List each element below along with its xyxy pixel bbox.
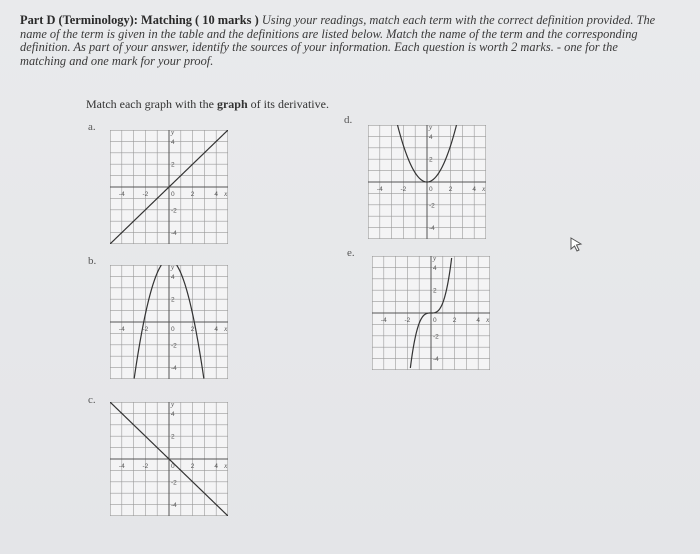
y-tick-label: 2: [429, 156, 433, 164]
x-axis-label: x: [482, 185, 486, 193]
graph-d: [368, 125, 486, 239]
part-heading: Part D (Terminology): Matching ( 10 marks ): [20, 13, 259, 27]
y-tick-label: 2: [433, 287, 437, 295]
origin-label: 0: [433, 317, 437, 324]
y-tick-label: 4: [171, 273, 175, 281]
y-axis-label: y: [171, 402, 175, 409]
x-tick-label: 2: [190, 191, 195, 198]
graph-label-b: b.: [88, 255, 97, 267]
y-tick-label: -2: [433, 333, 439, 341]
graph-b: [110, 265, 228, 379]
match-instruction: Match each graph with the graph of its derivative.: [86, 97, 329, 111]
y-tick-label: -2: [171, 479, 177, 487]
x-axis-label: x: [224, 190, 228, 198]
x-tick-label: 2: [190, 326, 195, 333]
y-tick-label: -4: [433, 356, 439, 364]
mouse-pointer-icon: [568, 236, 584, 257]
graph-label-a: a.: [88, 121, 96, 133]
x-tick-label: 4: [214, 463, 219, 470]
graph-label-d: d.: [344, 114, 353, 126]
x-tick-label: -2: [404, 317, 411, 324]
origin-label: 0: [171, 191, 175, 198]
graph-a: [110, 130, 228, 244]
y-tick-label: 2: [171, 433, 175, 441]
x-tick-label: -4: [118, 191, 125, 198]
y-axis-label: y: [433, 256, 437, 263]
x-tick-label: 4: [214, 326, 219, 333]
x-axis-label: x: [224, 325, 228, 333]
y-tick-label: -2: [171, 342, 177, 350]
origin-label: 0: [171, 463, 175, 470]
origin-label: 0: [171, 326, 175, 333]
graph-c: [110, 402, 228, 516]
x-tick-label: -4: [376, 186, 383, 193]
y-tick-label: -2: [429, 202, 435, 210]
y-tick-label: 4: [433, 264, 437, 272]
x-tick-label: 4: [472, 186, 477, 193]
y-tick-label: 4: [171, 138, 175, 146]
y-tick-label: 2: [171, 161, 175, 169]
x-tick-label: -2: [142, 326, 149, 333]
y-tick-label: -4: [171, 502, 177, 510]
graph-label-c: c.: [88, 394, 96, 406]
graph-e: [372, 256, 490, 370]
x-axis-label: x: [224, 462, 228, 470]
y-axis-label: y: [171, 130, 175, 137]
x-tick-label: -2: [142, 191, 149, 198]
x-tick-label: 2: [448, 186, 453, 193]
y-tick-label: -4: [429, 225, 435, 233]
x-tick-label: 4: [214, 191, 219, 198]
y-tick-label: -4: [171, 365, 177, 373]
x-axis-label: x: [486, 316, 490, 324]
x-tick-label: 4: [476, 317, 481, 324]
instructions-paragraph: [20, 14, 660, 68]
y-axis-label: y: [429, 125, 433, 132]
y-tick-label: 4: [171, 410, 175, 418]
x-tick-label: -2: [142, 463, 149, 470]
x-tick-label: -2: [400, 186, 407, 193]
y-tick-label: 2: [171, 296, 175, 304]
y-axis-label: y: [171, 265, 175, 272]
origin-label: 0: [429, 186, 433, 193]
graph-label-e: e.: [347, 247, 355, 259]
y-tick-label: -4: [171, 230, 177, 238]
part-instructions: Using your readings, match each term with the correct definition provided. The name of the term is given in the table and the definitions are listed below. Match the name of the term and the corresponding definition. As part of your answer, identify the sources of your information. Each question is worth 2 marks. - one for the matching and one mark for your proof.: [20, 13, 656, 68]
y-tick-label: -2: [171, 207, 177, 215]
x-tick-label: 2: [190, 463, 195, 470]
x-tick-label: -4: [380, 317, 387, 324]
x-tick-label: -4: [118, 463, 125, 470]
x-tick-label: 2: [452, 317, 457, 324]
y-tick-label: 4: [429, 133, 433, 141]
x-tick-label: -4: [118, 326, 125, 333]
